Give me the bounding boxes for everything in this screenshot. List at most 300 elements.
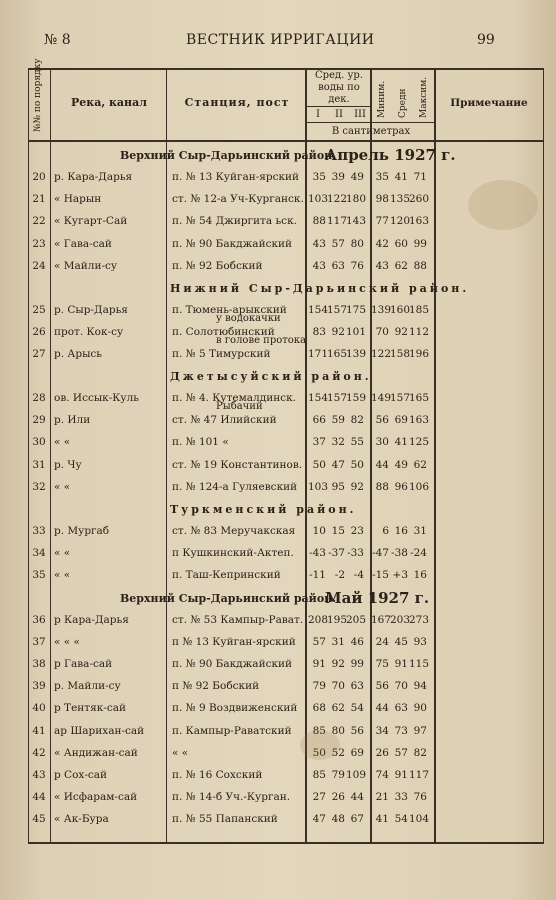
level-value: 31: [331, 635, 345, 648]
river-name: р. Майли-су: [54, 680, 121, 693]
level-value: 6: [382, 525, 389, 537]
level-value: 79: [312, 680, 326, 693]
level-value: 56: [375, 414, 389, 427]
level-value: 91: [312, 658, 326, 670]
table-row: [30, 235, 542, 255]
river-name: прот. Кок-су: [54, 326, 124, 338]
station-name: ст. № 53 Кампыр-Рават.: [172, 613, 304, 626]
row-number: 30: [32, 436, 46, 449]
issue-number: № 8: [44, 32, 71, 48]
level-value: 163: [409, 215, 430, 228]
level-value: 75: [375, 658, 389, 670]
level-value: 54: [394, 813, 408, 826]
level-value: 16: [413, 569, 427, 582]
level-value: -43: [309, 547, 326, 560]
row-number: 42: [32, 746, 46, 759]
river-name: ар Шарихан-сай: [54, 724, 145, 737]
level-value: 69: [394, 414, 408, 427]
station-name: п. № 124-а Гуляевский: [172, 480, 298, 493]
level-value: 122: [371, 348, 392, 360]
station-name: ст. № 83 Меручакская: [172, 525, 296, 537]
col-header-mid: Средн: [398, 88, 408, 118]
table-row: [30, 655, 542, 675]
section-title: Верхний Сыр-Дарьинский район.: [120, 149, 337, 162]
level-value: 63: [331, 259, 345, 272]
level-value: 80: [350, 237, 364, 250]
level-value: -24: [410, 547, 427, 560]
level-value: 106: [409, 480, 430, 493]
level-value: 185: [409, 304, 430, 316]
level-value: 154: [308, 392, 329, 405]
station-name: п № 92 Бобский: [172, 680, 260, 693]
level-value: 62: [331, 702, 345, 715]
row-number: 33: [32, 525, 46, 537]
river-name: р Сох-сай: [54, 769, 108, 781]
level-value: 70: [375, 326, 389, 338]
level-value: 157: [327, 392, 348, 405]
table-right-rule: [543, 68, 544, 844]
station-name: п. Таш-Кепринский: [172, 569, 281, 582]
level-value: 30: [375, 436, 389, 449]
section-title: Верхний Сыр-Дарьинский район.: [120, 591, 337, 605]
level-value: 196: [409, 348, 430, 360]
level-value: 43: [312, 259, 326, 272]
level-value: 45: [394, 635, 408, 648]
river-name: р. Кара-Дарья: [54, 171, 133, 183]
level-value: 42: [375, 237, 389, 250]
table-row: [30, 810, 542, 830]
level-value: 24: [375, 635, 389, 648]
level-value: 79: [331, 769, 345, 781]
level-value: 112: [409, 326, 430, 338]
level-value: -38: [391, 547, 408, 560]
level-value: 203: [390, 613, 411, 626]
river-name: ов. Иссык-Куль: [54, 392, 139, 405]
section-month: Апрель 1927 г.: [325, 146, 456, 164]
level-value: 80: [331, 724, 345, 737]
page-number: 99: [477, 32, 495, 48]
level-value: 104: [409, 813, 430, 826]
col-header-note: Примечание: [450, 97, 528, 109]
level-value: 120: [390, 215, 411, 228]
river-name: « Кугарт-Сай: [54, 215, 128, 228]
level-value: 92: [394, 326, 408, 338]
level-value: 37: [312, 436, 326, 449]
river-name: « Майли-су: [54, 259, 118, 272]
level-value: 33: [394, 791, 408, 804]
station-name: п. № 54 Джиргита ьск.: [172, 215, 297, 228]
river-name: « Андижан-сай: [54, 746, 138, 759]
table-row: [30, 190, 542, 210]
level-value: 92: [331, 658, 345, 670]
river-name: р Тентяк-сай: [54, 702, 126, 715]
station-name: п. № 9 Воздвиженский: [172, 702, 298, 715]
level-value: 101: [346, 326, 367, 338]
level-value: 195: [327, 613, 348, 626]
river-name: р. Чу: [54, 458, 82, 471]
station-name: п. № 14-б Уч.-Курган.: [172, 791, 291, 804]
level-value: 74: [375, 769, 389, 781]
table-top-rule: [28, 68, 544, 70]
table-row: [30, 433, 542, 453]
level-value: 88: [312, 215, 326, 228]
level-value: 122: [327, 193, 348, 206]
level-value: 92: [331, 326, 345, 338]
paper-stain: [300, 730, 340, 760]
col-header-max: Максим.: [419, 76, 429, 118]
table-row: [30, 544, 542, 564]
level-value: 43: [312, 237, 326, 250]
col-header-no: №№ по порядку: [33, 58, 43, 132]
station-name: п. № 13 Куйган-ярский: [172, 171, 300, 183]
station-name: п. № 101 «: [172, 436, 229, 449]
row-number: 22: [32, 215, 46, 228]
level-value: 56: [375, 680, 389, 693]
station-subtitle: у водокачки: [216, 313, 281, 324]
level-value: 57: [394, 746, 408, 759]
level-value: 171: [308, 348, 329, 360]
page-header: [0, 32, 556, 50]
row-number: 40: [32, 702, 46, 715]
level-value: 154: [308, 304, 329, 316]
row-number: 28: [32, 392, 46, 405]
level-value: 49: [394, 458, 408, 471]
level-value: 88: [413, 259, 427, 272]
table-row: [30, 633, 542, 653]
station-name: п. № 4. Кутемалдинск.: [172, 392, 296, 405]
level-value: 143: [346, 215, 367, 228]
level-value: 73: [394, 724, 408, 737]
level-value: 157: [327, 304, 348, 316]
level-value: 88: [375, 480, 389, 493]
level-value: 44: [375, 458, 389, 471]
river-name: р. Арысь: [54, 348, 103, 360]
river-name: « «: [54, 436, 71, 449]
level-value: 205: [346, 613, 367, 626]
table-row: [30, 788, 542, 808]
col-header-station: Станция, пост: [184, 96, 290, 109]
section-heading: [30, 500, 542, 518]
level-value: 44: [375, 702, 389, 715]
station-name: п. № 16 Сохский: [172, 769, 263, 781]
level-value: 32: [331, 436, 345, 449]
level-value: 59: [331, 414, 345, 427]
level-value: 85: [312, 724, 326, 737]
level-value: 35: [312, 171, 326, 183]
level-value: 49: [350, 171, 364, 183]
level-value: 99: [413, 237, 427, 250]
level-value: 91: [394, 658, 408, 670]
col-header-river: Река, канал: [70, 96, 147, 109]
paper-stain: [468, 180, 538, 230]
level-value: 63: [350, 680, 364, 693]
level-value: 21: [375, 791, 389, 804]
level-value: 135: [390, 193, 411, 206]
level-value: 31: [413, 525, 427, 537]
level-value: 41: [375, 813, 389, 826]
level-value: 99: [350, 658, 364, 670]
level-value: 67: [350, 813, 364, 826]
level-value: 48: [331, 813, 345, 826]
table-row: [30, 389, 542, 413]
level-value: 50: [350, 458, 364, 471]
row-number: 25: [32, 304, 46, 316]
level-value: 109: [346, 769, 367, 781]
level-value: 103: [308, 193, 329, 206]
station-name: п. Тюмень-арыкский: [172, 304, 287, 316]
level-value: 92: [350, 480, 364, 493]
level-value: -47: [372, 547, 389, 560]
level-value: 41: [394, 171, 408, 183]
level-value: -11: [309, 569, 326, 582]
col-header-min: Миним.: [377, 80, 387, 118]
row-number: 31: [32, 458, 46, 471]
level-value: 91: [394, 769, 408, 781]
level-value: 57: [312, 635, 326, 648]
level-value: 163: [409, 414, 430, 427]
level-value: 35: [375, 171, 389, 183]
col-header-units: В сантиметрах: [331, 126, 411, 137]
row-number: 35: [32, 569, 46, 582]
level-value: 260: [409, 193, 430, 206]
row-number: 45: [32, 813, 46, 826]
level-value: 117: [327, 215, 348, 228]
station-subtitle: в голове протока: [216, 335, 307, 346]
station-name: п. № 92 Бобский: [172, 259, 263, 272]
level-value: 160: [390, 304, 411, 316]
level-value: 68: [312, 702, 326, 715]
section-title: Джетысуйский район.: [170, 370, 372, 384]
level-value: 76: [413, 791, 427, 804]
level-value: -4: [353, 569, 364, 582]
row-number: 39: [32, 680, 46, 693]
row-number: 38: [32, 658, 46, 670]
level-value: 46: [350, 635, 364, 648]
level-value: 103: [308, 480, 329, 493]
station-name: п. № 55 Папанский: [172, 813, 278, 826]
section-heading: [30, 146, 542, 164]
row-number: 34: [32, 547, 46, 560]
river-name: р. Или: [54, 414, 91, 427]
level-value: 43: [375, 259, 389, 272]
level-value: 23: [350, 525, 364, 537]
river-name: р Гава-сай: [54, 658, 113, 670]
level-value: -2: [334, 569, 345, 582]
level-value: 47: [331, 458, 345, 471]
level-value: 115: [409, 658, 430, 670]
table-row: [30, 478, 542, 498]
level-value: 66: [312, 414, 326, 427]
station-name: ст. № 47 Илийский: [172, 414, 277, 427]
river-name: « « «: [54, 635, 80, 648]
level-value: 97: [413, 724, 427, 737]
table-row: [30, 699, 542, 719]
level-value: -37: [328, 547, 345, 560]
level-value: 82: [350, 414, 364, 427]
level-value: 70: [331, 680, 345, 693]
level-value: 159: [346, 392, 367, 405]
table-row: [30, 677, 542, 697]
river-name: « Ак-Бура: [54, 813, 109, 826]
station-name: п. № 5 Тимурский: [172, 348, 271, 360]
table-row: [30, 323, 542, 346]
row-number: 27: [32, 348, 46, 360]
level-value: 139: [371, 304, 392, 316]
level-value: 165: [327, 348, 348, 360]
row-number: 41: [32, 724, 46, 737]
station-name: п. № 90 Бакджайский: [172, 237, 293, 250]
station-name: п. Кампыр-Раватский: [172, 724, 292, 737]
table-row: [30, 744, 542, 764]
row-number: 32: [32, 480, 46, 493]
level-value: 27: [312, 791, 326, 804]
table-row: [30, 345, 542, 365]
river-name: р Кара-Дарья: [54, 613, 129, 626]
section-title: Туркменский район.: [170, 503, 357, 516]
level-value: 39: [331, 171, 345, 183]
row-number: 21: [32, 193, 46, 206]
table-bottom-rule: [28, 842, 544, 844]
level-value: 94: [413, 680, 427, 693]
row-number: 23: [32, 237, 46, 250]
station-subtitle: Рыбачий: [216, 401, 263, 413]
row-number: 36: [32, 613, 46, 626]
level-value: 273: [409, 613, 430, 626]
table-row: [30, 722, 542, 742]
level-value: 180: [346, 193, 367, 206]
level-value: 62: [394, 259, 408, 272]
level-value: 26: [375, 746, 389, 759]
col-header-avg-level: Сред. ур. воды по дек.: [315, 70, 363, 105]
level-value: 47: [312, 813, 326, 826]
river-name: « «: [54, 547, 71, 560]
level-value: 55: [350, 436, 364, 449]
level-value: 167: [371, 613, 392, 626]
table-row: [30, 566, 542, 586]
level-value: 149: [371, 392, 392, 405]
row-number: 37: [32, 635, 46, 648]
level-value: 70: [394, 680, 408, 693]
level-value: 158: [390, 348, 411, 360]
station-name: п № 13 Куйган-ярский: [172, 635, 296, 648]
subheader-rule: [307, 122, 435, 123]
level-value: 52: [331, 746, 345, 759]
level-value: 208: [308, 613, 329, 626]
level-value: 83: [312, 326, 326, 338]
river-name: « «: [54, 569, 71, 582]
journal-title: ВЕСТНИК ИРРИГАЦИИ: [186, 32, 375, 48]
level-value: 69: [350, 746, 364, 759]
level-value: 82: [413, 746, 427, 759]
table-row: [30, 168, 542, 188]
level-value: -15: [372, 569, 389, 582]
level-value: 77: [375, 215, 389, 228]
table-row: [30, 766, 542, 786]
level-value: 71: [413, 171, 427, 183]
level-value: 50: [312, 458, 326, 471]
river-name: « Нарын: [54, 193, 102, 206]
table-row: [30, 301, 542, 324]
level-value: 15: [331, 525, 345, 537]
level-value: 56: [350, 724, 364, 737]
level-value: -33: [347, 547, 364, 560]
river-name: р. Мургаб: [54, 525, 110, 537]
level-value: 175: [346, 304, 367, 316]
section-heading: [30, 279, 542, 297]
col-header-dec-i: I: [316, 109, 320, 120]
level-value: 95: [331, 480, 345, 493]
station-name: « «: [172, 746, 189, 759]
row-number: 29: [32, 414, 46, 427]
level-value: 16: [394, 525, 408, 537]
level-value: 63: [394, 702, 408, 715]
level-value: 125: [409, 436, 430, 449]
station-name: ст. № 19 Константинов.: [172, 458, 303, 471]
level-value: 157: [390, 392, 411, 405]
level-value: 62: [413, 458, 427, 471]
table-row: [30, 456, 542, 476]
level-value: 54: [350, 702, 364, 715]
row-number: 24: [32, 259, 46, 272]
river-name: « Гава-сай: [54, 237, 112, 250]
level-value: 60: [394, 237, 408, 250]
level-value: 85: [312, 769, 326, 781]
level-value: 98: [375, 193, 389, 206]
level-value: 117: [409, 769, 430, 781]
table-row: [30, 212, 542, 232]
level-value: 57: [331, 237, 345, 250]
station-name: п. № 90 Бакджайский: [172, 658, 293, 670]
table-row: [30, 522, 542, 542]
level-value: 96: [394, 480, 408, 493]
river-name: « «: [54, 480, 71, 493]
header-bottom-rule: [28, 140, 544, 142]
row-number: 20: [32, 171, 46, 183]
subheader-rule: [307, 106, 370, 107]
table-row: [30, 257, 542, 277]
table-row: [30, 411, 542, 431]
level-value: 90: [413, 702, 427, 715]
station-name: ст. № 12-а Уч-Курганск.: [172, 193, 304, 206]
col-header-dec-iii: III: [354, 109, 366, 120]
level-value: 50: [312, 746, 326, 759]
station-name: п. Солотюбинский: [172, 326, 275, 338]
river-name: « Исфарам-сай: [54, 791, 138, 804]
row-number: 43: [32, 769, 46, 781]
table-row: [30, 611, 542, 631]
river-name: р. Сыр-Дарья: [54, 304, 128, 316]
section-heading: [30, 367, 542, 385]
section-month: Май 1927 г.: [325, 588, 430, 607]
level-value: 93: [413, 635, 427, 648]
row-number: 44: [32, 791, 46, 804]
section-heading: [30, 589, 542, 607]
table-left-rule: [28, 68, 29, 844]
row-number: 26: [32, 326, 46, 338]
section-title: Нижний Сыр-Дарьинский район.: [170, 282, 470, 295]
level-value: 139: [346, 348, 367, 360]
level-value: 41: [394, 436, 408, 449]
level-value: 34: [375, 724, 389, 737]
level-value: +3: [392, 569, 408, 582]
station-name: п Кушкинский-Актеп.: [172, 547, 294, 560]
level-value: 44: [350, 791, 364, 804]
level-value: 76: [350, 259, 364, 272]
level-value: 26: [331, 791, 345, 804]
level-value: 10: [312, 525, 326, 537]
col-header-dec-ii: II: [335, 109, 343, 120]
level-value: 165: [409, 392, 430, 405]
